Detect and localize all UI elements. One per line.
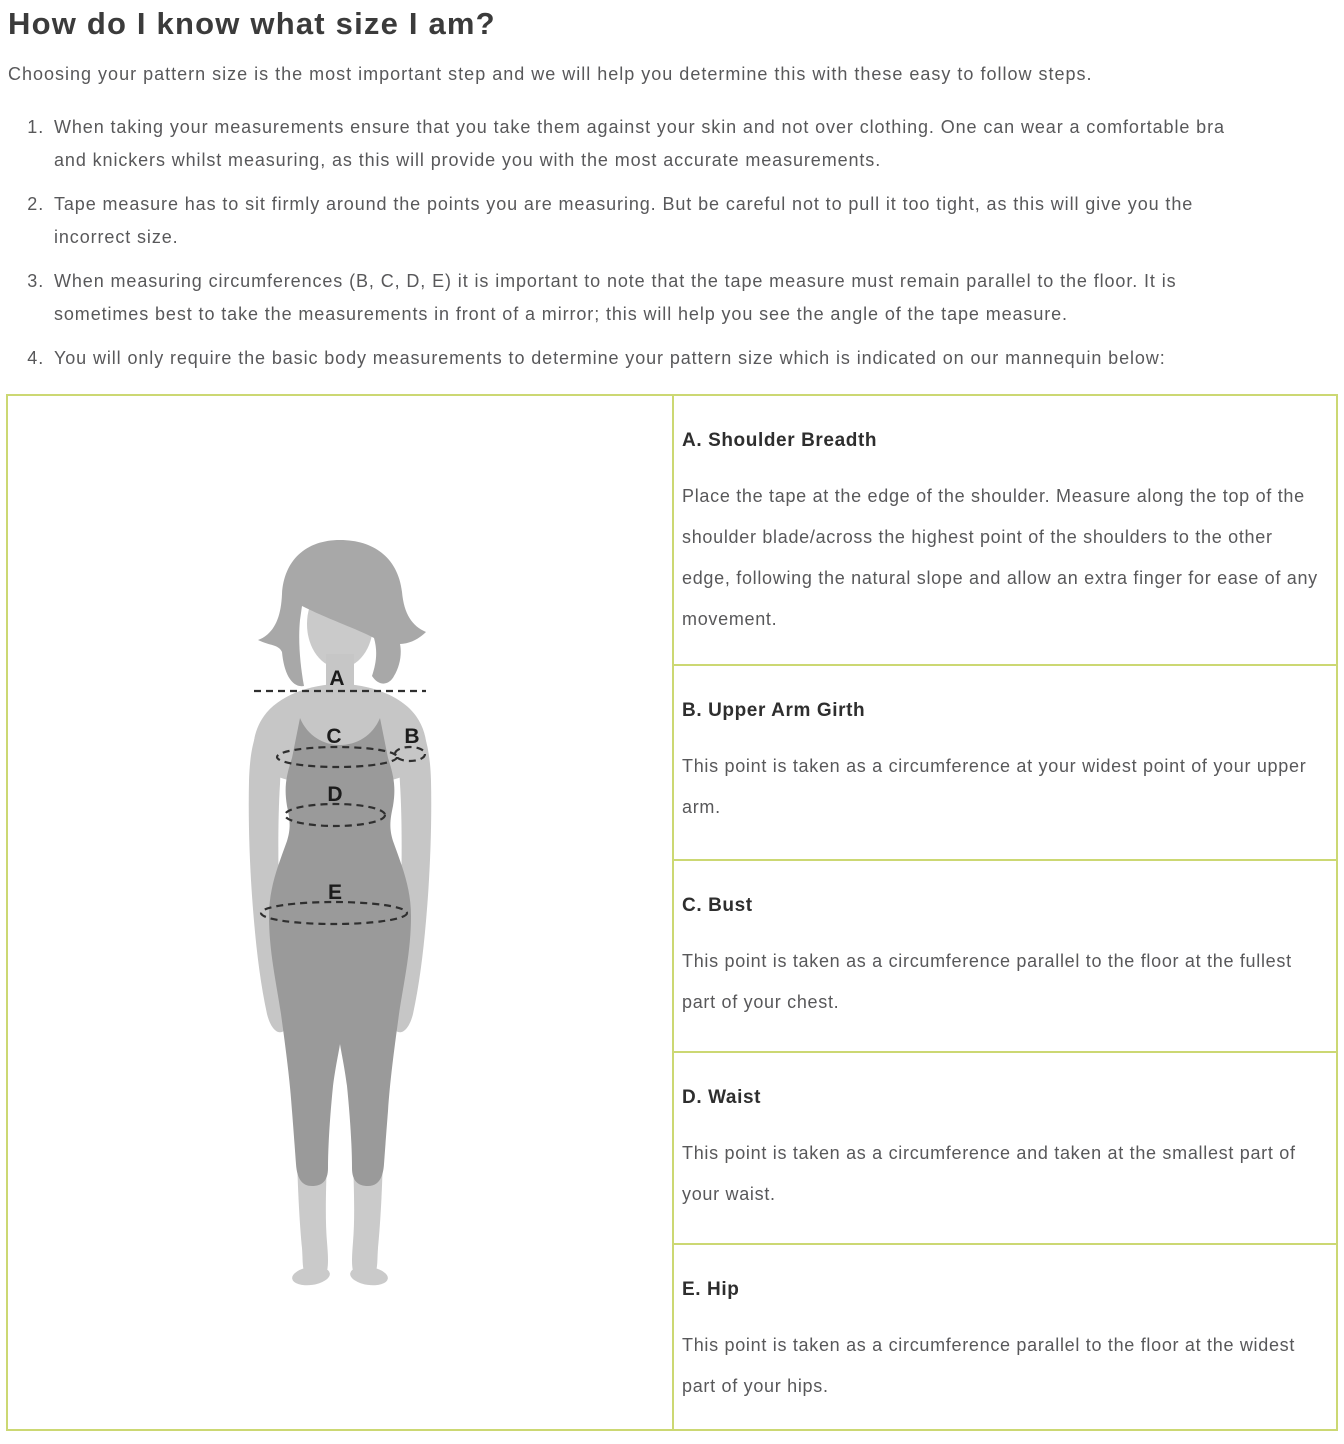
measurement-info-panel — [674, 396, 1336, 1429]
measurement-section-bust — [674, 859, 1336, 1051]
section-title: A. Shoulder Breadth — [682, 430, 878, 451]
mannequin-panel — [8, 396, 674, 1429]
page-title: How do I know what size I am? — [8, 6, 496, 41]
section-description: This point is taken as a circumference parallel to the floor at the fullest part of your chest. — [682, 951, 1292, 1012]
steps-list — [6, 111, 1338, 375]
measurement-section-shoulder — [674, 396, 1336, 664]
section-title: E. Hip — [682, 1279, 740, 1300]
step-item-1: 1. When taking your measurements ensure that you take them against your skin and not over clothing. One can wear a comfortable bra and knickers whilst measuring, as this will provide you with the most accurate measurements. — [50, 111, 1235, 177]
intro-text: Choosing your pattern size is the most important step and we will help you determine this with these easy to follow steps. — [8, 64, 1093, 84]
section-description: This point is taken as a circumference parallel to the floor at the widest part of your hips. — [682, 1335, 1296, 1396]
section-description: This point is taken as a circumference at your widest point of your upper arm. — [682, 756, 1307, 817]
step-item-2: 2. Tape measure has to sit firmly around the points you are measuring. But be careful not to pull it too tight, as this will give you the incorrect size. — [50, 188, 1235, 254]
figure-label-b: B — [404, 725, 420, 748]
measurement-section-hip — [674, 1243, 1336, 1429]
section-description: This point is taken as a circumference and taken at the smallest part of your waist. — [682, 1143, 1296, 1204]
figure-label-d: D — [327, 783, 343, 806]
section-title: C. Bust — [682, 895, 753, 916]
section-title: B. Upper Arm Girth — [682, 700, 866, 721]
measurement-section-waist — [674, 1051, 1336, 1243]
figure-label-e: E — [327, 881, 343, 904]
measurement-section-upper-arm — [674, 664, 1336, 859]
section-description: Place the tape at the edge of the shoulder. Measure along the top of the shoulder blade/across the highest point of the shoulders to the other edge, following the natural slope and allow an extra finger for ease of any movement. — [682, 486, 1318, 629]
mannequin-figure — [240, 536, 440, 1326]
section-title: D. Waist — [682, 1087, 762, 1108]
step-item-3: 3. When measuring circumferences (B, C, D, E) it is important to note that the tape measure must remain parallel to the floor. It is sometimes best to take the measurements in front of a mirror; this will help you see the angle of the tape measure. — [50, 265, 1235, 331]
figure-label-a: A — [329, 667, 345, 690]
step-item-4: 4. You will only require the basic body measurements to determine your pattern size which is indicated on our mannequin below: — [50, 342, 1235, 375]
figure-label-c: C — [326, 725, 342, 748]
size-guide-box — [6, 394, 1338, 1431]
